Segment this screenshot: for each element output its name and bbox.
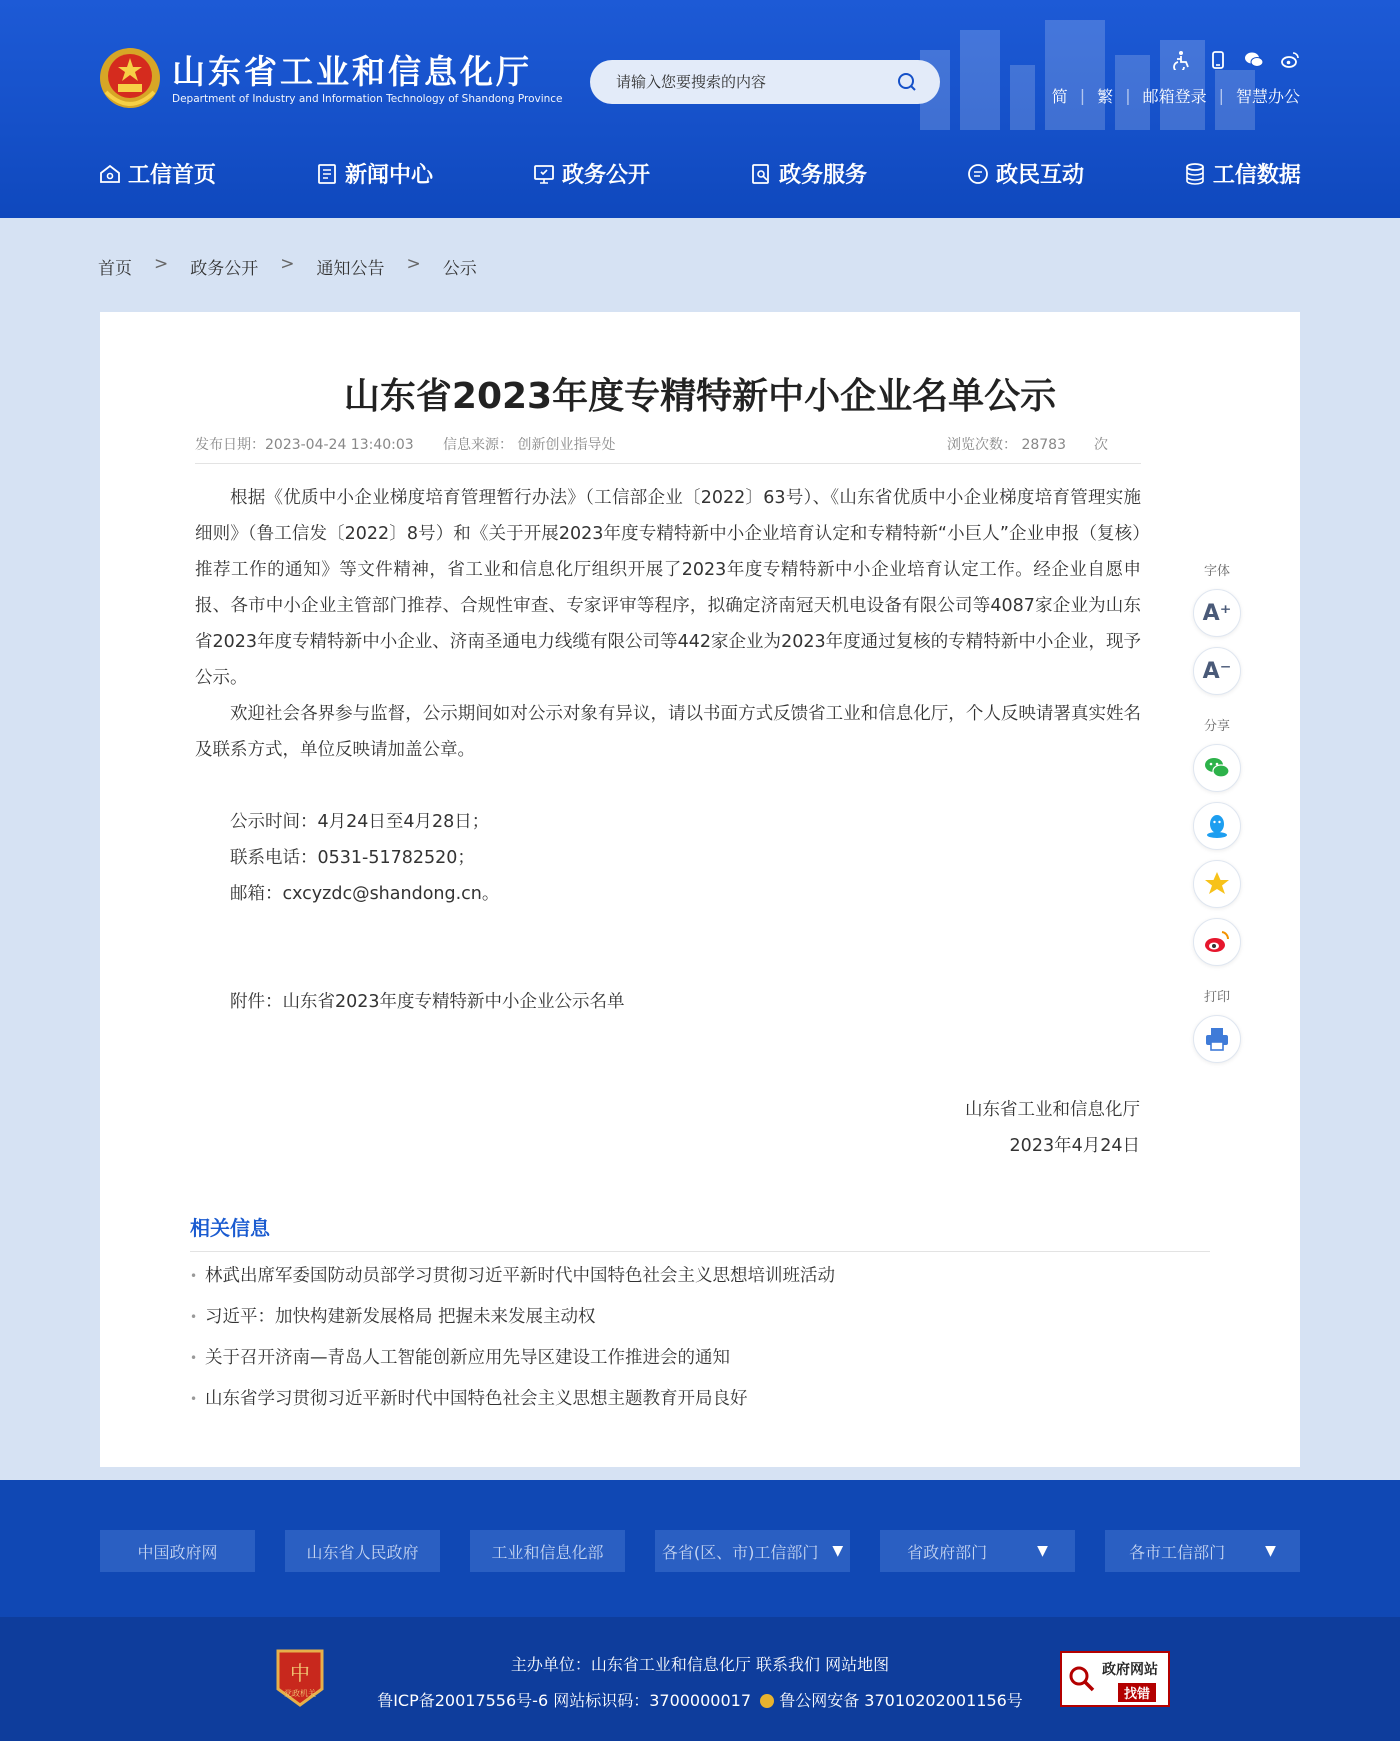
site-name-cn: 山东省工业和信息化厅 — [172, 52, 532, 91]
divider: | — [1125, 86, 1131, 105]
email-login-link[interactable]: 邮箱登录 — [1142, 87, 1207, 106]
footer-link-label: 各省(区、市)工信部门 — [661, 1542, 819, 1562]
nav-label: 新闻中心 — [344, 163, 433, 188]
find-title: 政府网站 — [1102, 1662, 1158, 1678]
nav-item-gov-open[interactable] — [532, 158, 650, 189]
database-icon — [1183, 162, 1207, 186]
article-meta — [195, 434, 1141, 464]
footer-police[interactable]: 鲁公网安备 37010202001156号 — [779, 1691, 1023, 1710]
footer-link-label: 山东省人民政府 — [306, 1542, 419, 1562]
site-name-en: Department of Industry and Information Technology of Shandong Province — [172, 93, 563, 105]
nav-label: 政民互动 — [995, 163, 1084, 188]
attachment-link[interactable]: 附件：山东省2023年度专精特新中小企业公示名单 — [230, 992, 625, 1012]
print-button[interactable] — [1193, 1015, 1241, 1063]
accessibility-icon[interactable] — [1172, 50, 1192, 70]
nav-label: 工信首页 — [128, 163, 217, 188]
related-item[interactable]: • 林武出席军委国防动员部学习贯彻习近平新时代中国特色社会主义思想培训班活动 — [190, 1256, 1210, 1297]
font-increase-button[interactable]: A⁺ — [1193, 589, 1241, 637]
badge-text: 党政机关 — [284, 1689, 316, 1698]
magnifier-icon — [1066, 1663, 1096, 1693]
dropdown-arrow-icon: ▼ — [832, 1543, 844, 1559]
font-decrease-button[interactable]: A⁻ — [1193, 647, 1241, 695]
gov-site-report-error[interactable] — [1060, 1651, 1170, 1707]
article-body — [195, 480, 1141, 1020]
contact-email[interactable]: 邮箱：cxcyzdc@shandong.cn。 — [230, 884, 500, 904]
share-qzone-button[interactable] — [1193, 860, 1241, 908]
font-label: 字体 — [1203, 564, 1230, 579]
weibo-icon[interactable] — [1280, 50, 1300, 70]
contact-line: 公示时间：4月24日至4月28日； — [230, 812, 490, 832]
article-title: 山东省2023年度专精特新中小企业名单公示 — [343, 376, 1057, 417]
footer-dropdown-cities[interactable] — [1105, 1530, 1300, 1572]
signature — [965, 1092, 1140, 1164]
service-icon — [749, 162, 773, 186]
weibo-share-icon — [1202, 927, 1232, 957]
traditional-link[interactable]: 繁 — [1097, 87, 1114, 106]
nav-label: 政务服务 — [778, 163, 867, 188]
news-icon — [315, 162, 339, 186]
search-box — [590, 60, 940, 104]
nav-label: 工信数据 — [1212, 163, 1301, 188]
publish-date: 发布日期：2023-04-24 13:40:03 — [195, 437, 414, 453]
smart-office-link[interactable]: 智慧办公 — [1235, 87, 1300, 106]
monitor-icon — [532, 162, 556, 186]
breadcrumb-gov-open[interactable]: 政务公开 — [190, 259, 259, 279]
contact-line: 联系电话：0531-51782520； — [230, 848, 475, 868]
breadcrumb-notices[interactable]: 通知公告 — [316, 259, 385, 279]
related-info — [190, 1212, 1210, 1420]
search-input[interactable] — [616, 73, 896, 91]
footer-sponsor: 主办单位：山东省工业和信息化厅 联系我们 网站地图 — [510, 1655, 890, 1674]
footer-link-label: 各市工信部门 — [1129, 1542, 1226, 1562]
footer-dropdown-provinces[interactable] — [655, 1530, 850, 1572]
footer-links-bar — [0, 1480, 1400, 1617]
related-item[interactable]: • 关于召开济南—青岛人工智能创新应用先导区建设工作推进会的通知 — [190, 1338, 1210, 1379]
breadcrumb-separator: > — [406, 254, 421, 274]
breadcrumb-current[interactable]: 公示 — [442, 259, 477, 279]
simplified-link[interactable]: 简 — [1051, 87, 1068, 106]
related-item[interactable]: • 山东省学习贯彻习近平新时代中国特色社会主义思想主题教育开局良好 — [190, 1379, 1210, 1420]
nav-item-news[interactable] — [315, 158, 433, 189]
print-label: 打印 — [1203, 990, 1230, 1005]
share-label: 分享 — [1203, 719, 1230, 734]
nav-label: 政务公开 — [561, 163, 650, 188]
side-toolbar — [1192, 560, 1242, 1073]
footer-dropdown-departments[interactable] — [880, 1530, 1075, 1572]
footer-icp[interactable]: 鲁ICP备20017556号-6 网站标识码：3700000017 — [377, 1691, 752, 1710]
divider: | — [1079, 86, 1086, 105]
footer-link-china-gov[interactable] — [100, 1530, 255, 1572]
skyline-decoration — [910, 10, 1270, 130]
article-panel — [100, 312, 1300, 1467]
dropdown-arrow-icon: ▼ — [1037, 1543, 1048, 1559]
nav-item-data[interactable] — [1183, 158, 1301, 189]
wechat-icon[interactable] — [1244, 50, 1264, 70]
breadcrumb — [98, 254, 477, 279]
qq-share-icon — [1202, 811, 1232, 841]
main-nav — [98, 158, 1301, 189]
police-badge-icon — [760, 1694, 774, 1708]
sign-date: 2023年4月24日 — [1009, 1136, 1140, 1156]
share-weibo-button[interactable] — [1193, 918, 1241, 966]
chat-icon — [966, 162, 990, 186]
nav-item-interaction[interactable] — [966, 158, 1084, 189]
breadcrumb-home[interactable]: 首页 — [98, 259, 132, 279]
footer-link-label: 省政府部门 — [907, 1542, 988, 1562]
national-emblem-icon — [98, 46, 162, 112]
share-qq-button[interactable] — [1193, 802, 1241, 850]
header-tools — [1172, 50, 1300, 70]
article-paragraph: 欢迎社会各界参与监督，公示期间如对公示对象有异议，请以书面方式反馈省工业和信息化厅，个人反映请署真实姓名及联系方式，单位反映请加盖公章。 — [195, 704, 1141, 760]
qzone-share-icon — [1202, 869, 1232, 899]
info-source: 信息来源： 创新创业指导处 — [443, 437, 616, 453]
footer-link-miit[interactable] — [470, 1530, 625, 1572]
site-footer — [0, 1617, 1400, 1741]
footer-link-label: 工业和信息化部 — [491, 1542, 604, 1562]
dropdown-arrow-icon: ▼ — [1265, 1543, 1276, 1559]
nav-item-gov-service[interactable] — [749, 158, 867, 189]
divider: | — [1218, 86, 1224, 105]
svg-text:中: 中 — [290, 1661, 310, 1685]
wechat-share-icon — [1202, 753, 1232, 783]
breadcrumb-separator: > — [154, 254, 169, 274]
footer-link-shandong-gov[interactable] — [285, 1530, 440, 1572]
article-paragraph: 根据《优质中小企业梯度培育管理暂行办法》（工信部企业〔2022〕63号）、《山东省优质中小企业梯度培育管理实施细则》（鲁工信发〔2022〕8号）和《关于开展2023年度专精特新中小企业培育认定和专精特新“小巨人”企业申报（复核）推荐工作的通知》等文件精神，省工业和信息化厅组织开展了2023年度专精特新中小企业培育认定工作。经企业自愿申报、各市中小企业主管部门推荐、合规性审查、专家评审等程序，拟确定济南冠天机电设备有限公司等4087家企业为山东省2023年度专精特新中小企业、济南圣通电力线缆有限公司等442家企业为2023年度通过复核的专精特新中小企业，现予公示。 — [195, 488, 1141, 688]
share-wechat-button[interactable] — [1193, 744, 1241, 792]
header-links — [1052, 84, 1300, 107]
view-count: 浏览次数： 28783 次 — [947, 437, 1108, 453]
search-icon[interactable] — [896, 71, 918, 93]
related-title: 相关信息 — [190, 1212, 1210, 1252]
footer-link-label: 中国政府网 — [137, 1542, 218, 1562]
nav-item-home[interactable] — [98, 158, 216, 189]
breadcrumb-separator: > — [280, 254, 295, 274]
related-item[interactable]: • 习近平：加快构建新发展格局 把握未来发展主动权 — [190, 1297, 1210, 1338]
site-logo[interactable] — [98, 46, 563, 112]
find-sub: 找错 — [1118, 1683, 1156, 1702]
printer-icon — [1202, 1024, 1232, 1054]
site-header — [0, 0, 1400, 218]
mobile-icon[interactable] — [1208, 50, 1228, 70]
home-icon — [98, 162, 122, 186]
sign-org: 山东省工业和信息化厅 — [965, 1100, 1140, 1120]
